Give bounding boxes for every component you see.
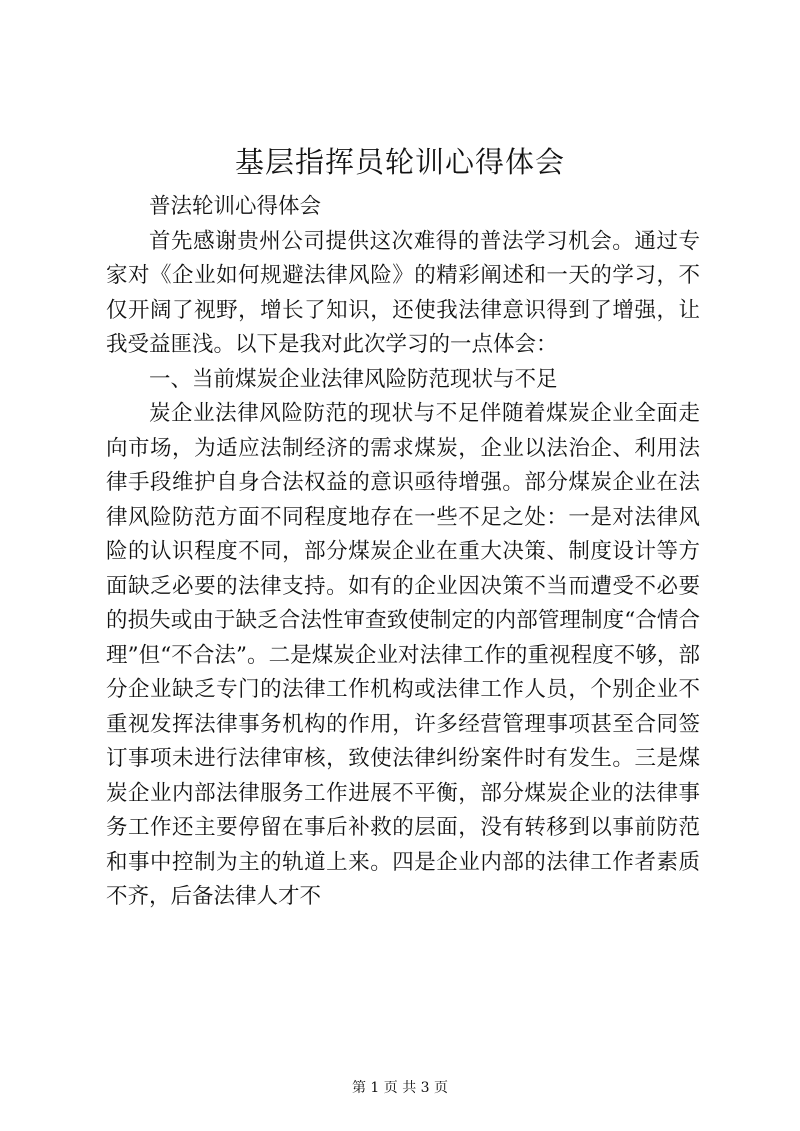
document-title: 基层指挥员轮训心得体会 <box>234 145 565 179</box>
section-heading: 一、当前煤炭企业法律风险防范现状与不足 <box>149 366 558 392</box>
body-paragraph: 炭企业法律风险防范的现状与不足伴随着煤炭企业全面走向市场，为适应法制经济的需求煤炭，企业以法治企、利用法律手段维护自身合法权益的意识亟待增强。部分煤炭企业在法律风险防范方面不同程度地存在一些不足之处：一是对法律风险的认识程度不同，部分煤炭企业在重大决策、制度设计等方面缺乏必要的法律支持。如有的企业因决策不当而遭受不必要的损失或由于缺乏合法性审查致使制定的内部管理制度“合情合理”但“不合法”。二是煤炭企业对法律工作的重视程度不够，部分企业缺乏专门的法律工作机构或法律工作人员，个别企业不重视发挥法律事务机构的作用，许多经营管理事项甚至合同签订事项未进行法律审核，致使法律纠纷案件时有发生。三是煤炭企业内部法律服务工作进展不平衡，部分煤炭企业的法律事务工作还主要停留在事后补救的层面，没有转移到以事前防范和事中控制为主的轨道上来。四是企业内部的法律工作者素质不齐，后备法律人才不 <box>106 401 700 909</box>
subtitle-paragraph: 普法轮训心得体会 <box>149 194 322 219</box>
intro-paragraph: 首先感谢贵州公司提供这次难得的普法学习机会。通过专家对《企业如何规避法律风险》的精彩阐述和一天的学习，不仅开阔了视野，增长了知识，还使我法律意识得到了增强，让我受益匪浅。以下是我对此次学习的一点体会： <box>106 228 700 357</box>
document-body <box>106 190 700 915</box>
page-number-footer: 第 1 页 共 3 页 <box>351 1080 449 1096</box>
